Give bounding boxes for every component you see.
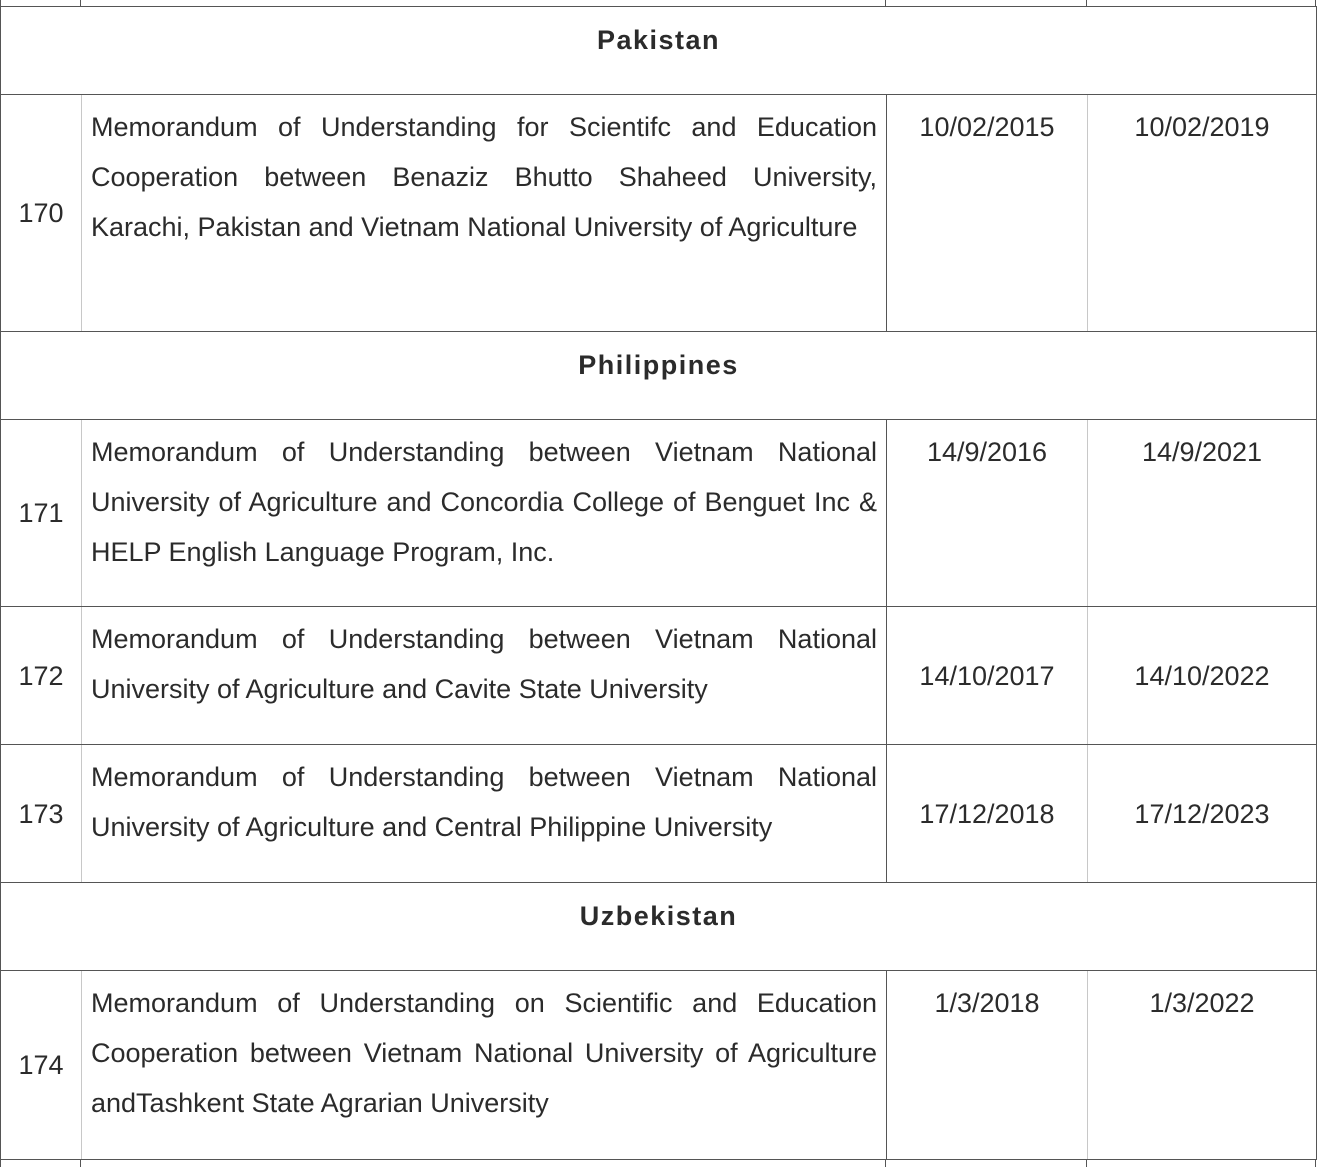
end-date: 17/12/2023 xyxy=(1088,745,1317,883)
end-date: 10/02/2019 xyxy=(1088,95,1317,332)
start-date: 14/9/2016 xyxy=(887,420,1088,607)
row-number: 172 xyxy=(1,607,82,745)
country-header-row xyxy=(1,332,1317,420)
table-row xyxy=(1,745,1317,883)
table-row xyxy=(1,420,1317,607)
country-name: Philippines xyxy=(1,332,1317,420)
agreements-table xyxy=(0,6,1317,1160)
country-header-row xyxy=(1,883,1317,971)
table-row xyxy=(1,607,1317,745)
next-row-border-stub xyxy=(0,1160,1316,1167)
row-number: 170 xyxy=(1,95,82,332)
start-date: 10/02/2015 xyxy=(887,95,1088,332)
agreement-title: Memorandum of Understanding between Vietnam National University of Agriculture and Central Philippine University xyxy=(82,745,887,883)
agreement-title: Memorandum of Understanding on Scientific and Education Cooperation between Vietnam National University of Agriculture andTashkent State Agrarian University xyxy=(82,971,887,1160)
agreement-title: Memorandum of Understanding between Vietnam National University of Agriculture and Concordia College of Benguet Inc & HELP English Language Program, Inc. xyxy=(82,420,887,607)
row-number: 171 xyxy=(1,420,82,607)
end-date: 1/3/2022 xyxy=(1088,971,1317,1160)
country-name: Uzbekistan xyxy=(1,883,1317,971)
country-name: Pakistan xyxy=(1,7,1317,95)
end-date: 14/9/2021 xyxy=(1088,420,1317,607)
start-date: 14/10/2017 xyxy=(887,607,1088,745)
start-date: 1/3/2018 xyxy=(887,971,1088,1160)
agreement-title: Memorandum of Understanding for Scientifc and Education Cooperation between Benaziz Bhutto Shaheed University, Karachi, Pakistan and Vietnam National University of Agriculture xyxy=(82,95,887,332)
end-date: 14/10/2022 xyxy=(1088,607,1317,745)
country-header-row xyxy=(1,7,1317,95)
agreement-title: Memorandum of Understanding between Vietnam National University of Agriculture and Cavite State University xyxy=(82,607,887,745)
row-number: 173 xyxy=(1,745,82,883)
table-row xyxy=(1,971,1317,1160)
table-row xyxy=(1,95,1317,332)
row-number: 174 xyxy=(1,971,82,1160)
start-date: 17/12/2018 xyxy=(887,745,1088,883)
